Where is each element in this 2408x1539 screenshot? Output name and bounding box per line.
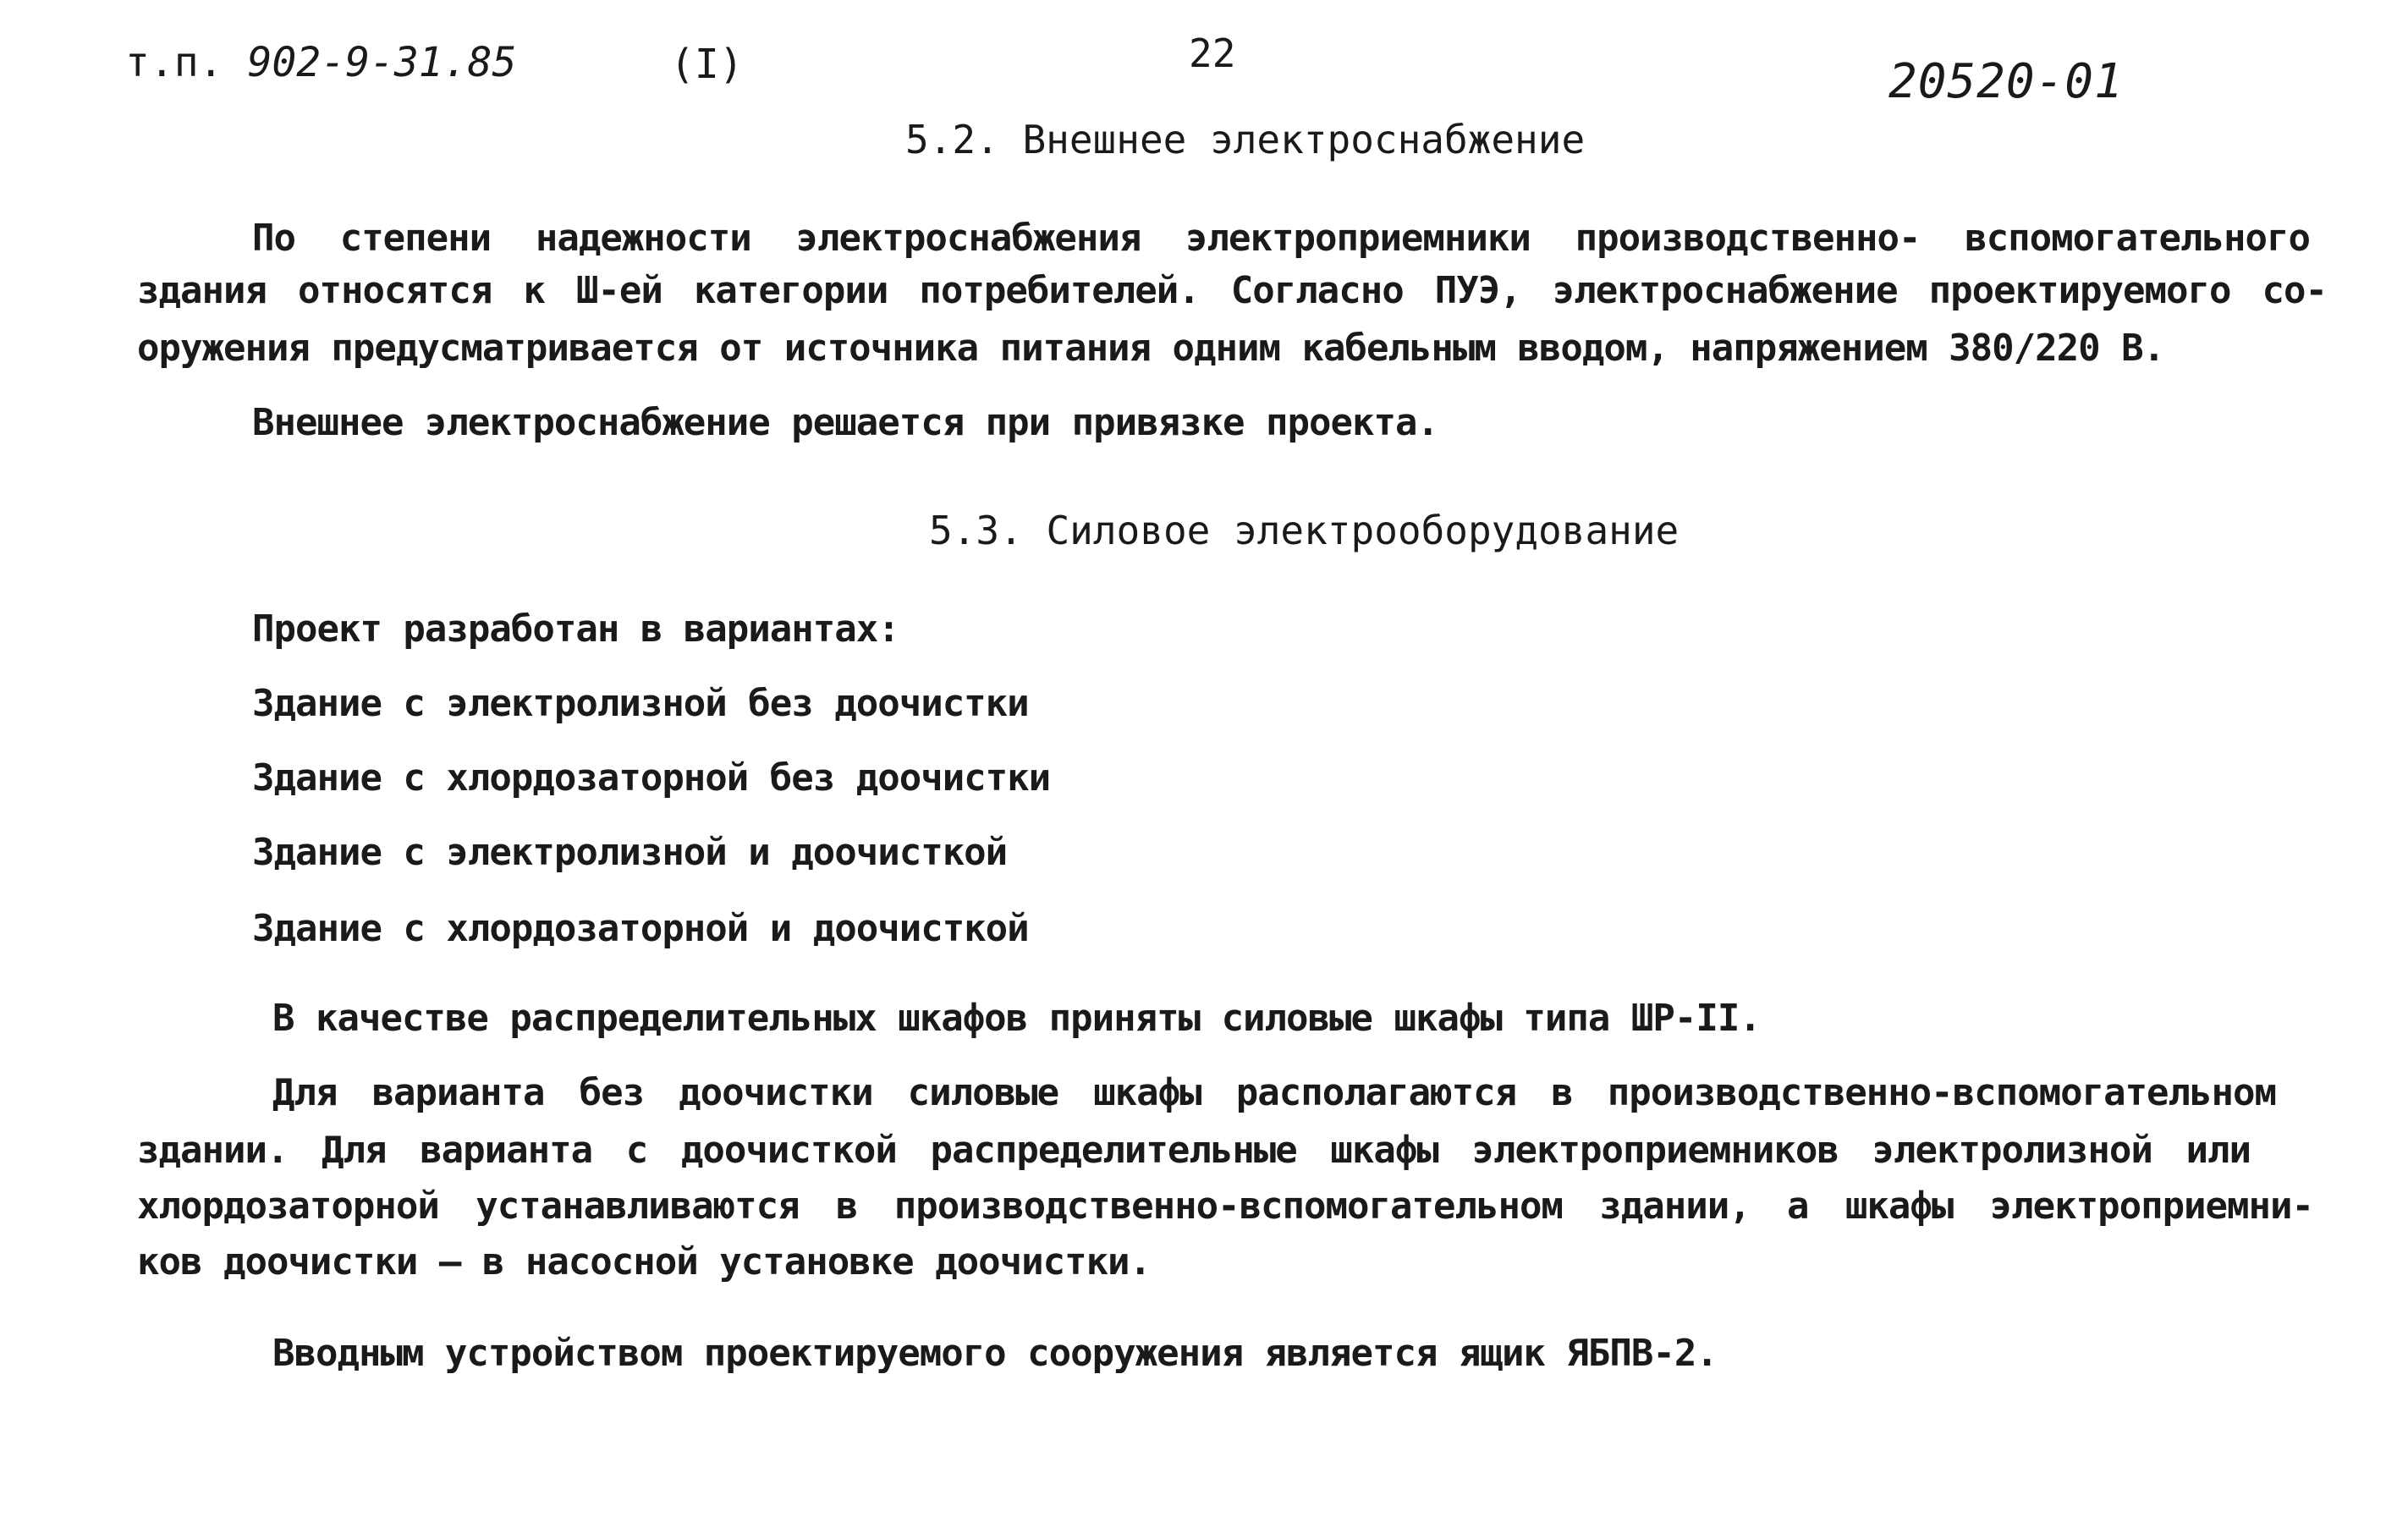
paragraph-line: По степени надежности электроснабжения электроприемники производственно- вспомогательного bbox=[252, 217, 2310, 260]
list-item: Здание с электролизной без доочистки bbox=[252, 682, 1029, 725]
list-item: Здание с хлордозаторной без доочистки bbox=[252, 756, 1051, 800]
paragraph-line: ков доочистки – в насосной установке доочистки. bbox=[137, 1240, 1152, 1283]
paragraph-line: оружения предусматривается от источника питания одним кабельным вводом, напряжением 380/220 В. bbox=[137, 327, 2165, 370]
paragraph: Вводным устройством проектируемого сооружения является ящик ЯБПВ-2. bbox=[272, 1332, 1718, 1375]
document-number: 20520-01 bbox=[1888, 54, 2124, 109]
paragraph: Внешнее электроснабжение решается при привязке проекта. bbox=[252, 401, 1438, 444]
document-code bbox=[125, 39, 516, 86]
paragraph-line: хлордозаторной устанавливаются в производственно-вспомогательном здании, а шкафы электроприемни- bbox=[137, 1184, 2313, 1228]
paragraph-line: здании. Для варианта с доочисткой распределительные шкафы электроприемников электролизной или bbox=[137, 1129, 2251, 1172]
page-number: 22 bbox=[1189, 30, 1236, 76]
document-code-prefix: т.п. bbox=[125, 39, 223, 86]
section-title-5-2: 5.2. Внешнее электроснабжение bbox=[905, 117, 1586, 162]
list-item: Проект разработан в вариантах: bbox=[252, 607, 899, 651]
document-part-roman: (I) bbox=[670, 41, 744, 88]
list-item: Здание с хлордозаторной и доочисткой bbox=[252, 907, 1029, 950]
paragraph: В качестве распределительных шкафов приняты силовые шкафы типа ШР-II. bbox=[272, 997, 1761, 1040]
section-title-5-3: 5.3. Силовое электрооборудование bbox=[929, 508, 1680, 553]
paragraph-line: здания относятся к Ш-ей категории потребителей. Согласно ПУЭ, электроснабжение проектируемого со- bbox=[137, 269, 2327, 312]
paragraph-line: Для варианта без доочистки силовые шкафы располагаются в производственно-вспомогательном bbox=[272, 1071, 2276, 1114]
list-item: Здание с электролизной и доочисткой bbox=[252, 831, 1008, 874]
document-series: 902-9-31.85 bbox=[247, 39, 517, 86]
